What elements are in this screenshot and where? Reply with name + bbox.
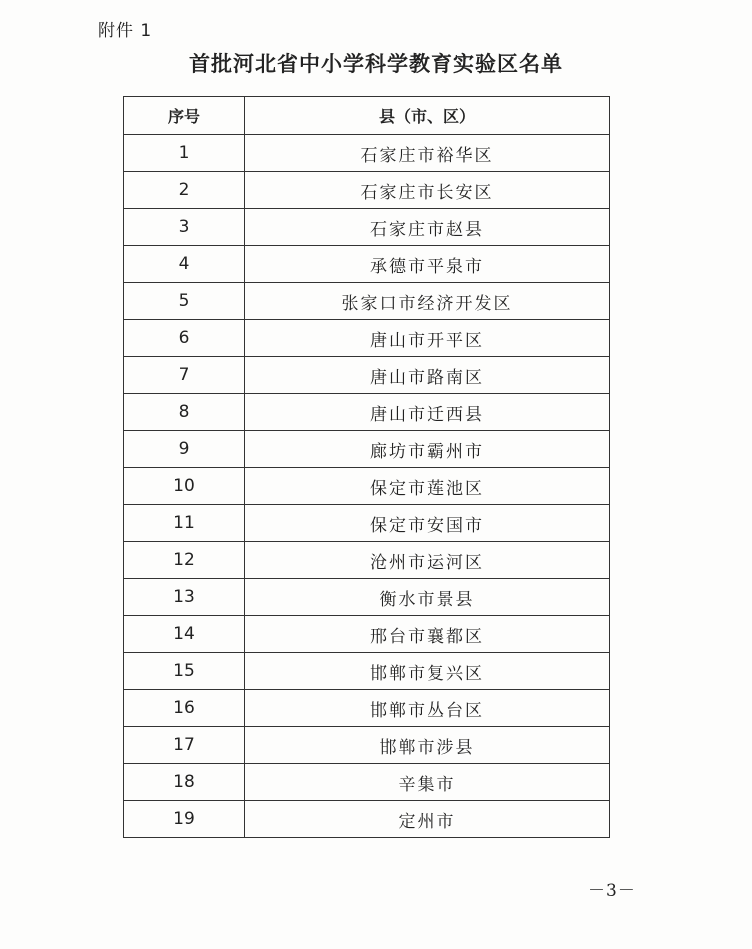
header-serial-number: 序号 — [124, 97, 245, 135]
table-header-row — [124, 97, 610, 135]
table-row — [124, 505, 610, 542]
district-name-cell: 廊坊市霸州市 — [245, 431, 610, 468]
district-name-cell: 保定市安国市 — [245, 505, 610, 542]
district-name-cell: 邯郸市复兴区 — [245, 653, 610, 690]
district-name-cell: 邢台市襄都区 — [245, 616, 610, 653]
table-row — [124, 764, 610, 801]
district-name-cell: 石家庄市赵县 — [245, 209, 610, 246]
serial-number-cell: 6 — [124, 320, 245, 357]
table-row — [124, 542, 610, 579]
table-row — [124, 394, 610, 431]
serial-number-cell: 12 — [124, 542, 245, 579]
district-name-cell: 唐山市路南区 — [245, 357, 610, 394]
serial-number-cell: 11 — [124, 505, 245, 542]
district-name-cell: 唐山市开平区 — [245, 320, 610, 357]
serial-number-cell: 13 — [124, 579, 245, 616]
table-row — [124, 172, 610, 209]
district-name-cell: 沧州市运河区 — [245, 542, 610, 579]
table-row — [124, 801, 610, 838]
table-row — [124, 616, 610, 653]
serial-number-cell: 14 — [124, 616, 245, 653]
serial-number-cell: 3 — [124, 209, 245, 246]
table-row — [124, 468, 610, 505]
district-name-cell: 张家口市经济开发区 — [245, 283, 610, 320]
serial-number-cell: 19 — [124, 801, 245, 838]
serial-number-cell: 2 — [124, 172, 245, 209]
table-row — [124, 209, 610, 246]
table-row — [124, 431, 610, 468]
serial-number-cell: 16 — [124, 690, 245, 727]
serial-number-cell: 4 — [124, 246, 245, 283]
serial-number-cell: 9 — [124, 431, 245, 468]
table-row — [124, 135, 610, 172]
district-name-cell: 辛集市 — [245, 764, 610, 801]
serial-number-cell: 18 — [124, 764, 245, 801]
table-row — [124, 320, 610, 357]
district-name-cell: 唐山市迁西县 — [245, 394, 610, 431]
serial-number-cell: 15 — [124, 653, 245, 690]
district-name-cell: 邯郸市丛台区 — [245, 690, 610, 727]
district-name-cell: 保定市莲池区 — [245, 468, 610, 505]
district-name-cell: 承德市平泉市 — [245, 246, 610, 283]
table-row — [124, 727, 610, 764]
district-name-cell: 邯郸市涉县 — [245, 727, 610, 764]
header-county-city-district: 县（市、区） — [245, 97, 610, 135]
table-row — [124, 283, 610, 320]
district-name-cell: 石家庄市长安区 — [245, 172, 610, 209]
table-row — [124, 653, 610, 690]
experimental-district-table — [123, 96, 610, 838]
table-row — [124, 690, 610, 727]
serial-number-cell: 17 — [124, 727, 245, 764]
district-name-cell: 衡水市景县 — [245, 579, 610, 616]
document-title: 首批河北省中小学科学教育实验区名单 — [189, 52, 563, 76]
serial-number-cell: 10 — [124, 468, 245, 505]
table-row — [124, 246, 610, 283]
attachment-label: 附件 1 — [98, 21, 153, 41]
serial-number-cell: 5 — [124, 283, 245, 320]
serial-number-cell: 8 — [124, 394, 245, 431]
table-row — [124, 579, 610, 616]
serial-number-cell: 1 — [124, 135, 245, 172]
district-name-cell: 石家庄市裕华区 — [245, 135, 610, 172]
table-row — [124, 357, 610, 394]
table-body — [124, 135, 610, 838]
district-name-cell: 定州市 — [245, 801, 610, 838]
page-number: －3－ — [588, 881, 636, 901]
serial-number-cell: 7 — [124, 357, 245, 394]
